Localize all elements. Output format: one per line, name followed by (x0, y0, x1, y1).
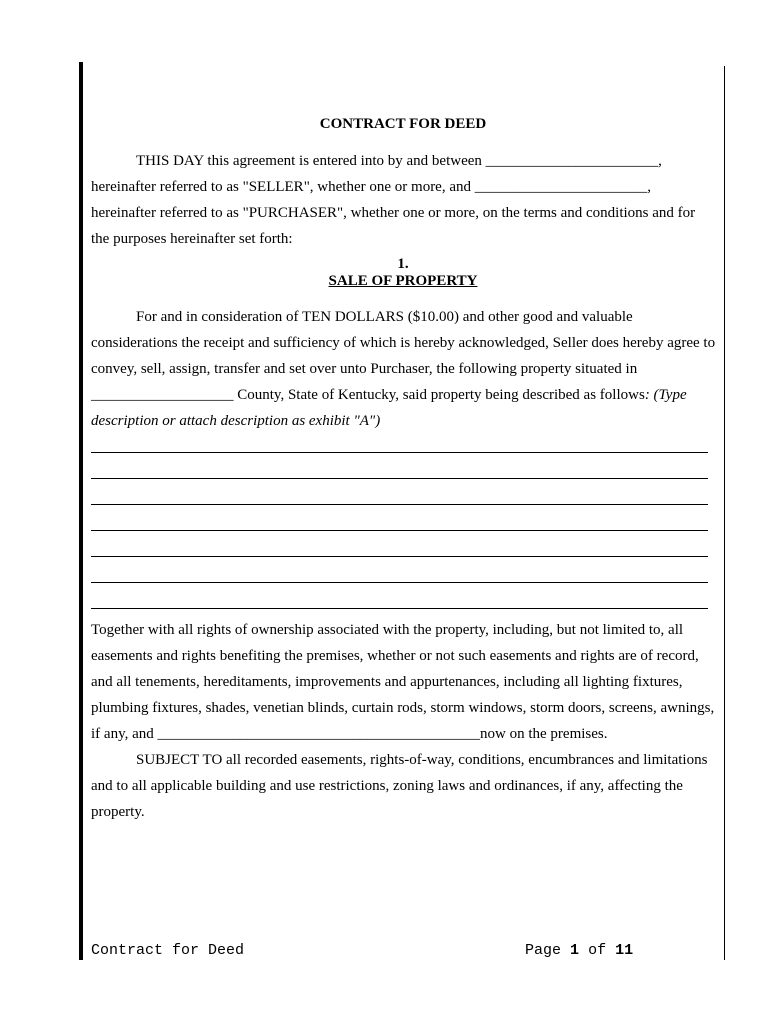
description-line[interactable] (91, 556, 708, 557)
description-line[interactable] (91, 582, 708, 583)
page-of: of (588, 942, 607, 959)
property-description-lines[interactable] (91, 452, 708, 634)
page-indicator (525, 942, 633, 959)
description-line[interactable] (91, 478, 708, 479)
subject-to-paragraph: SUBJECT TO all recorded easements, rights-of-way, conditions, encumbrances and limitations and to all applicable building and use restrictions, zoning laws and ordinances, if any, affecting the property. (91, 752, 708, 820)
section-number: 1. (397, 256, 409, 272)
footer-title: Contract for Deed (91, 942, 245, 959)
description-instruction: : (Type description or attach description as exhibit "A") (91, 387, 687, 429)
sale-text: For and in consideration of TEN DOLLARS ($10.00) and other good and valuable considerations the receipt and sufficiency of which is hereby acknowledged, Seller does hereby agree to convey, sell, assign, transfer and set over unto Purchaser, the following property situated in ___________________ County, State of Kentucky, said property being described as follows (91, 309, 716, 403)
description-line[interactable] (91, 608, 708, 609)
intro-paragraph: THIS DAY this agreement is entered into by and between _______________________, hereinafter referred to as "SELLER", whether one or more, and _______________________, hereinafter referred to as "PURCHASER", whether one or more, on the terms and conditions and for the purposes hereinafter set forth: (91, 153, 696, 247)
rights-paragraph: Together with all rights of ownership associated with the property, including, but not limited to, all easements and rights benefiting the premises, whether or not such easements and rights are of record, and all tenements, hereditaments, improvements and appurtenances, including all lighting fixtures, plumbing fixtures, shades, venetian blinds, curtain rods, storm windows, storm doors, screens, awnings, if any, and ___________________________________________now on the premises. (91, 622, 715, 742)
page-label: Page (525, 942, 562, 959)
sale-paragraph (91, 304, 716, 434)
right-margin-line (724, 66, 725, 960)
left-margin-bar (79, 62, 83, 960)
page-total: 11 (615, 942, 634, 959)
description-line[interactable] (91, 504, 708, 505)
description-line[interactable] (91, 452, 708, 453)
document-title: CONTRACT FOR DEED (319, 116, 487, 132)
description-line[interactable] (91, 530, 708, 531)
page-current: 1 (570, 942, 580, 959)
section-heading: SALE OF PROPERTY (328, 273, 478, 289)
